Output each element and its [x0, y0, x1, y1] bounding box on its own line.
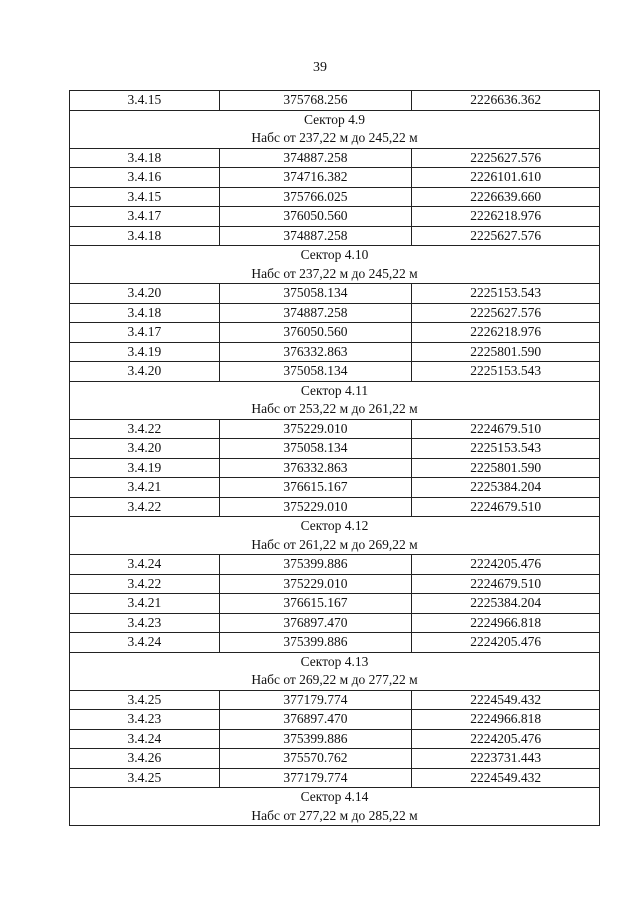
- point-cell: 3.4.24: [70, 729, 220, 749]
- sector-height-range: Набс от 261,22 м до 269,22 м: [70, 536, 600, 555]
- sector-title-row: [70, 246, 600, 265]
- y-coordinate-cell: 2225153.543: [412, 362, 600, 382]
- y-coordinate-cell: 2224549.432: [412, 768, 600, 788]
- point-cell: 3.4.21: [70, 594, 220, 614]
- table-row: [70, 749, 600, 769]
- sector-range-row: [70, 807, 600, 826]
- y-coordinate-cell: 2224679.510: [412, 419, 600, 439]
- table-row: [70, 633, 600, 653]
- sector-height-range: Набс от 237,22 м до 245,22 м: [70, 265, 600, 284]
- sector-title-row: [70, 110, 600, 129]
- point-cell: 3.4.18: [70, 226, 220, 246]
- y-coordinate-cell: 2225384.204: [412, 594, 600, 614]
- coordinates-table-body: [70, 91, 600, 826]
- x-coordinate-cell: 374887.258: [219, 148, 412, 168]
- x-coordinate-cell: 374887.258: [219, 226, 412, 246]
- sector-title-row: [70, 517, 600, 536]
- y-coordinate-cell: 2224205.476: [412, 729, 600, 749]
- x-coordinate-cell: 375399.886: [219, 555, 412, 575]
- table-row: [70, 168, 600, 188]
- sector-height-range: Набс от 269,22 м до 277,22 м: [70, 671, 600, 690]
- x-coordinate-cell: 375229.010: [219, 497, 412, 517]
- table-row: [70, 323, 600, 343]
- point-cell: 3.4.17: [70, 323, 220, 343]
- y-coordinate-cell: 2225384.204: [412, 478, 600, 498]
- x-coordinate-cell: 374716.382: [219, 168, 412, 188]
- table-row: [70, 690, 600, 710]
- sector-title: Сектор 4.9: [70, 110, 600, 129]
- y-coordinate-cell: 2224966.818: [412, 613, 600, 633]
- point-cell: 3.4.24: [70, 555, 220, 575]
- y-coordinate-cell: 2226218.976: [412, 323, 600, 343]
- y-coordinate-cell: 2225627.576: [412, 226, 600, 246]
- sector-height-range: Набс от 253,22 м до 261,22 м: [70, 400, 600, 419]
- sector-title: Сектор 4.14: [70, 788, 600, 807]
- x-coordinate-cell: 375058.134: [219, 362, 412, 382]
- table-row: [70, 226, 600, 246]
- table-row: [70, 768, 600, 788]
- point-cell: 3.4.21: [70, 478, 220, 498]
- point-cell: 3.4.20: [70, 284, 220, 304]
- coordinates-table: [69, 90, 600, 826]
- x-coordinate-cell: 376050.560: [219, 323, 412, 343]
- x-coordinate-cell: 376332.863: [219, 342, 412, 362]
- point-cell: 3.4.23: [70, 710, 220, 730]
- x-coordinate-cell: 375058.134: [219, 439, 412, 459]
- point-cell: 3.4.19: [70, 458, 220, 478]
- sector-title-row: [70, 652, 600, 671]
- x-coordinate-cell: 375570.762: [219, 749, 412, 769]
- sector-range-row: [70, 265, 600, 284]
- y-coordinate-cell: 2226636.362: [412, 91, 600, 111]
- x-coordinate-cell: 375058.134: [219, 284, 412, 304]
- y-coordinate-cell: 2223731.443: [412, 749, 600, 769]
- sector-range-row: [70, 536, 600, 555]
- point-cell: 3.4.26: [70, 749, 220, 769]
- table-row: [70, 91, 600, 111]
- point-cell: 3.4.25: [70, 768, 220, 788]
- y-coordinate-cell: 2225801.590: [412, 342, 600, 362]
- y-coordinate-cell: 2224205.476: [412, 633, 600, 653]
- table-row: [70, 613, 600, 633]
- table-row: [70, 458, 600, 478]
- sector-height-range: Набс от 277,22 м до 285,22 м: [70, 807, 600, 826]
- y-coordinate-cell: 2226101.610: [412, 168, 600, 188]
- point-cell: 3.4.15: [70, 91, 220, 111]
- y-coordinate-cell: 2225801.590: [412, 458, 600, 478]
- table-row: [70, 303, 600, 323]
- table-row: [70, 419, 600, 439]
- x-coordinate-cell: 376050.560: [219, 207, 412, 227]
- y-coordinate-cell: 2225627.576: [412, 303, 600, 323]
- point-cell: 3.4.22: [70, 419, 220, 439]
- point-cell: 3.4.18: [70, 303, 220, 323]
- point-cell: 3.4.17: [70, 207, 220, 227]
- y-coordinate-cell: 2224966.818: [412, 710, 600, 730]
- sector-title: Сектор 4.12: [70, 517, 600, 536]
- point-cell: 3.4.20: [70, 362, 220, 382]
- table-row: [70, 497, 600, 517]
- table-row: [70, 148, 600, 168]
- y-coordinate-cell: 2224679.510: [412, 574, 600, 594]
- sector-range-row: [70, 400, 600, 419]
- table-row: [70, 207, 600, 227]
- y-coordinate-cell: 2225153.543: [412, 439, 600, 459]
- table-row: [70, 187, 600, 207]
- y-coordinate-cell: 2224549.432: [412, 690, 600, 710]
- x-coordinate-cell: 375399.886: [219, 633, 412, 653]
- point-cell: 3.4.20: [70, 439, 220, 459]
- sector-title-row: [70, 788, 600, 807]
- point-cell: 3.4.18: [70, 148, 220, 168]
- x-coordinate-cell: 375229.010: [219, 419, 412, 439]
- y-coordinate-cell: 2224205.476: [412, 555, 600, 575]
- table-row: [70, 362, 600, 382]
- sector-title: Сектор 4.10: [70, 246, 600, 265]
- x-coordinate-cell: 377179.774: [219, 768, 412, 788]
- table-row: [70, 478, 600, 498]
- table-row: [70, 710, 600, 730]
- x-coordinate-cell: 376615.167: [219, 478, 412, 498]
- x-coordinate-cell: 375229.010: [219, 574, 412, 594]
- x-coordinate-cell: 375399.886: [219, 729, 412, 749]
- point-cell: 3.4.22: [70, 497, 220, 517]
- y-coordinate-cell: 2226218.976: [412, 207, 600, 227]
- y-coordinate-cell: 2224679.510: [412, 497, 600, 517]
- table-row: [70, 555, 600, 575]
- x-coordinate-cell: 376897.470: [219, 613, 412, 633]
- point-cell: 3.4.23: [70, 613, 220, 633]
- point-cell: 3.4.15: [70, 187, 220, 207]
- page-number: 39: [313, 60, 327, 75]
- point-cell: 3.4.25: [70, 690, 220, 710]
- sector-height-range: Набс от 237,22 м до 245,22 м: [70, 129, 600, 148]
- sector-title: Сектор 4.11: [70, 381, 600, 400]
- table-row: [70, 729, 600, 749]
- table-row: [70, 439, 600, 459]
- sector-range-row: [70, 129, 600, 148]
- x-coordinate-cell: 375768.256: [219, 91, 412, 111]
- x-coordinate-cell: 374887.258: [219, 303, 412, 323]
- point-cell: 3.4.19: [70, 342, 220, 362]
- x-coordinate-cell: 376615.167: [219, 594, 412, 614]
- sector-title: Сектор 4.13: [70, 652, 600, 671]
- table-row: [70, 342, 600, 362]
- y-coordinate-cell: 2226639.660: [412, 187, 600, 207]
- point-cell: 3.4.24: [70, 633, 220, 653]
- point-cell: 3.4.16: [70, 168, 220, 188]
- x-coordinate-cell: 377179.774: [219, 690, 412, 710]
- y-coordinate-cell: 2225627.576: [412, 148, 600, 168]
- table-row: [70, 574, 600, 594]
- x-coordinate-cell: 376332.863: [219, 458, 412, 478]
- sector-title-row: [70, 381, 600, 400]
- x-coordinate-cell: 375766.025: [219, 187, 412, 207]
- x-coordinate-cell: 376897.470: [219, 710, 412, 730]
- point-cell: 3.4.22: [70, 574, 220, 594]
- table-row: [70, 284, 600, 304]
- y-coordinate-cell: 2225153.543: [412, 284, 600, 304]
- table-row: [70, 594, 600, 614]
- sector-range-row: [70, 671, 600, 690]
